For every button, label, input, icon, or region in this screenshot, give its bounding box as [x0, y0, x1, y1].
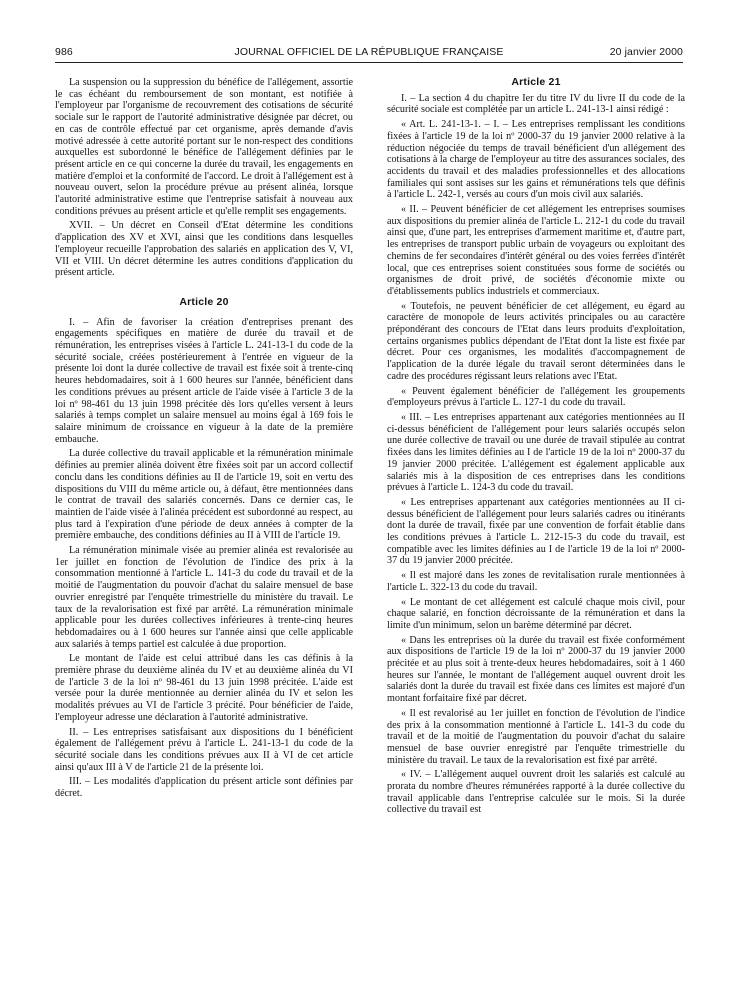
article-heading: Article 21 — [511, 76, 561, 88]
paragraph: La durée collective du travail applicable et la rémunération minimale définies au premier alinéa doivent être fixées soit par un accord collectif conclu dans les conditions définies au II de l'article 19, soit en vertu des dispositions du VIII du même article ou, à défaut, être mentionnées dans le contrat de travail des salariés concernés. Dans ce dernier cas, le maintien de l'aide visée à l'alinéa précédent est subordonné au respect, au plus tard à l'expiration d'une période de deux années à compter de la première embauche, des conditions définies au II à VIII de l'article 19. — [55, 448, 353, 542]
journal-title: JOURNAL OFFICIEL DE LA RÉPUBLIQUE FRANÇAISE — [234, 46, 504, 58]
paragraph: Le montant de l'aide est celui attribué dans les cas définis à la première phrase du deuxième alinéa du IV et au deuxième alinéa du VI de l'article 3 de la loi nº 98-461 du 13 juin 1998 précitée. L'aide est versée pour la durée mentionnée au dernier alinéa du IV et selon les modalités prévues au VI de l'article 3 précité. Pour bénéficier de l'aide, l'employeur adresse une déclaration à l'autorité administrative. — [55, 653, 353, 723]
right-column — [387, 77, 685, 819]
paragraph: « Toutefois, ne peuvent bénéficier de cet allégement, eu égard au caractère de monopole de leurs activités principales ou au caractère prépondérant des concours de l'Etat dans leurs produits d'exploitation, certains organismes publics dépendant de l'Etat dont la liste est fixée par décret. Pour ces organismes, les modalités d'accompagnement de l'application de la durée légale du travail seront déterminées dans le cadre des procédures régissant leurs relations avec l'Etat. — [387, 300, 685, 382]
paragraph: La suspension ou la suppression du bénéfice de l'allégement, assortie le cas échéant du remboursement de son montant, est notifiée à l'employeur par l'organisme de recouvrement des cotisations de sécurité sociale sur le rapport de l'autorité administrative désignée par décret, ou en cas de contrôle effectué par cet organisme, après demande d'avis motivé adressée à cette autorité portant sur le non-respect des conditions auxquelles est subordonné le bénéfice de l'allégement définies par le présent article en ce qui concerne la durée du travail, les engagements en matière d'emploi et la conformité de l'accord. Le droit à l'allégement est à nouveau ouvert, selon la procédure prévue au présent alinéa, lorsque l'autorité administrative estime que l'entreprise satisfait à nouveau aux conditions prévues au présent article et qu'elle remplit ses engagements. — [55, 77, 353, 217]
paragraph: « Il est majoré dans les zones de revitalisation rurale mentionnées à l'article L. 322-13 du code du travail. — [387, 570, 685, 593]
page-header — [55, 44, 683, 62]
paragraph: I. – Afin de favoriser la création d'entreprises prenant des engagements spécifiques en matière de durée du travail et de rémunération, les entreprises visées à l'article L. 241-13-1 du code de la sécurité sociale, créées postérieurement à l'entrée en vigueur de la présente loi dont la durée collective de travail est fixée soit à trente-cinq heures hebdomadaires, soit à 1 600 heures sur l'année, bénéficient dans les conditions prévues au présent article de l'aide visée à l'article 3 de la loi nº 98-461 du 13 juin 1998 précitée dès lors qu'elles versent à leurs salariés à temps complet un salaire mensuel au moins égal à 169 fois le salaire minimum de croissance en vigueur à la date de la première embauche. — [55, 316, 353, 445]
left-column — [55, 77, 353, 803]
article-heading: Article 20 — [179, 295, 229, 308]
paragraph: « Il est revalorisé au 1er juillet en fonction de l'évolution de l'indice des prix à la consommation mentionné à l'article L. 141-3 du code du travail et de la moitié de l'augmentation du pouvoir d'achat du salaire mensuel de base ouvrier enregistré par l'enquête trimestrielle du ministère du travail. Le taux de la revalorisation est fixé par arrêté. — [387, 707, 685, 766]
paragraph: I. – La section 4 du chapitre Ier du titre IV du livre II du code de la sécurité sociale est complétée par un article L. 241-13-1 ainsi rédigé : — [387, 92, 685, 116]
paragraph: II. – Les entreprises satisfaisant aux dispositions du I bénéficient également de l'allégement prévu à l'article L. 241-13-1 du code de la sécurité sociale dans les conditions prévues aux II à VI de cet article ainsi qu'aux III à V de l'article 21 de la présente loi. — [55, 726, 353, 773]
paragraph: XVII. – Un décret en Conseil d'Etat détermine les conditions d'application des XV et XVI, ainsi que les conditions dans lesquelles l'employeur recueille l'approbation des salariés en application des V, VI, VII et VIII. Un décret détermine les autres conditions d'application du présent article. — [55, 220, 353, 279]
paragraph: « Peuvent également bénéficier de l'allégement les groupements d'employeurs prévus à l'article L. 127-1 du code du travail. — [387, 385, 685, 409]
paragraph: « IV. – L'allégement auquel ouvrent droit les salariés est calculé au prorata du nombre d'heures rémunérées rapporté à la durée collective du travail applicable dans l'entreprise calculée sur le mois. Si la durée collective du travail est — [387, 769, 685, 816]
paragraph: III. – Les modalités d'application du présent article sont définies par décret. — [55, 776, 353, 800]
paragraph: La rémunération minimale visée au premier alinéa est revalorisée au 1er juillet en fonction de l'évolution de l'indice des prix à la consommation mentionné à l'article L. 141-3 du code du travail et de la moitié de l'augmentation du pouvoir d'achat du salaire mensuel de base ouvrier enregistré par l'enquête trimestrielle du ministère du travail. Le taux de la revalorisation est fixé par arrêté. La rémunération minimale applicable pour les durées collectives inférieures à trente-cinq heures hebdomadaires ou à 1 600 heures sur l'année ainsi que celle applicable aux salariés à temps partiel est calculée à due proportion. — [55, 545, 353, 650]
paragraph: « Dans les entreprises où la durée du travail est fixée conformément aux dispositions de l'article 19 de la loi nº 2000-37 du 19 janvier 2000 précitée et au plus soit à trente-deux heures hebdomadaires, soit à 1 460 heures sur l'année, le montant de l'allégement auquel ouvrent droit les salariés dont la durée du travail est fixée dans ces limites est majoré d'un montant forfaitaire fixé par décret. — [387, 634, 685, 705]
paragraph: « II. – Peuvent bénéficier de cet allégement les entreprises soumises aux dispositions du premier alinéa de l'article L. 212-1 du code du travail ainsi que, d'une part, les entreprises d'armement maritime et, d'autre part, les entreprises de transport public urbain de voyageurs ou exploitant des chemins de fer secondaires d'intérêt général ou des voies ferrées d'intérêt local, que ces entreprises soient constituées sous forme de sociétés ou organismes de droit privé, de sociétés d'économie mixte ou d'établissements publics industriels et commerciaux. — [387, 204, 685, 297]
paragraph: « Art. L. 241-13-1. – I. – Les entreprises remplissant les conditions fixées à l'article 19 de la loi nº 2000-37 du 19 janvier 2000 relative à la réduction négociée du temps de travail bénéficient d'un allégement des cotisations à la charge de l'employeur au titre des assurances sociales, des accidents du travail et des maladies professionnelles et des allocations familiales qui sont assises sur les gains et rémunérations tels que définis à l'article L. 242-1, versés au cours d'un mois civil aux salariés. — [387, 119, 685, 201]
paragraph: « Le montant de cet allégement est calculé chaque mois civil, pour chaque salarié, en fonction décroissante de la rémunération et dans la limite d'un minimum, selon un barème déterminé par décret. — [387, 596, 685, 631]
issue-date: 20 janvier 2000 — [609, 46, 683, 58]
paragraph: « III. – Les entreprises appartenant aux catégories mentionnées au II ci-dessus bénéficient de l'allégement pour leurs salariés occupés selon une durée collective de travail ou une durée de travail stipulée au contrat fixées dans les limites définies au I de l'article 19 de la loi nº 2000-37 du 19 janvier 2000 précitée. L'allégement est également applicable aux salariés mis à la disposition de ces entreprises dans les conditions prévues à l'article L. 124-3 du code du travail. — [387, 411, 685, 494]
page-number: 986 — [55, 46, 73, 58]
paragraph: « Les entreprises appartenant aux catégories mentionnées au II ci-dessus bénéficient de l'allégement pour leurs salariés cadres ou itinérants dont la durée de travail, fixée par une convention de forfait établie dans les conditions prévues à l'article L. 212-15-3 du code du travail, est compatible avec les limites définies au I de l'article 19 de la loi nº 2000-37 du 19 janvier 2000 précitée. — [387, 496, 685, 567]
header-rule — [55, 62, 683, 63]
